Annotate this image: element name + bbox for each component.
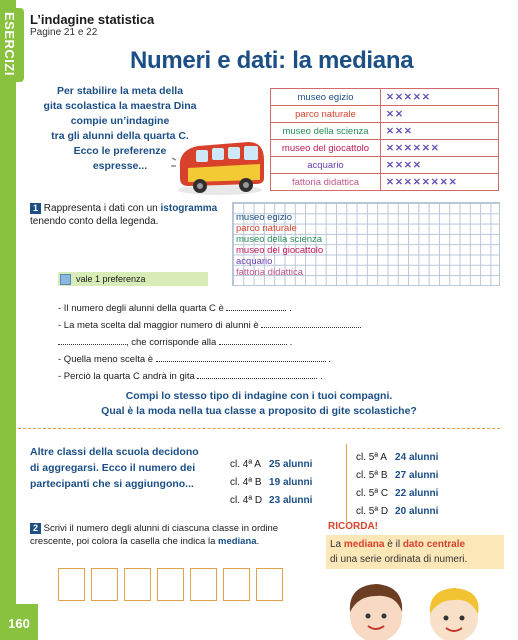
answer-box[interactable] (58, 568, 85, 601)
table-row: museo della scienza ✕✕✕ (271, 123, 499, 140)
classes-list-right (354, 448, 445, 522)
section-divider (18, 428, 500, 429)
answer-blank[interactable] (226, 302, 286, 311)
section-tab: ESERCIZI (0, 8, 24, 82)
question-5: - Perciò la quarta C andrà in gita . (58, 371, 323, 382)
list-item: cl. 4ª A 25 alunni (230, 459, 313, 470)
list-item: cl. 4ª B 19 alunni (230, 477, 313, 488)
table-row: fattoria didattica ✕✕✕✕✕✕✕✕ (271, 174, 499, 191)
bus-illustration-icon (170, 138, 270, 196)
preferences-table (270, 88, 499, 191)
table-row: museo egizio ✕✕✕✕✕ (271, 89, 499, 106)
page-number: 160 (0, 604, 38, 640)
list-item: cl. 4ª D 23 alunni (230, 495, 313, 506)
answer-box[interactable] (91, 568, 118, 601)
question-3: , che corrisponde alla . (58, 334, 361, 351)
chapter-title: L’indagine statistica (30, 12, 155, 27)
answer-blank[interactable] (197, 370, 317, 379)
answer-blank[interactable] (156, 353, 326, 362)
table-row: museo del giocattolo ✕✕✕✕✕✕ (271, 140, 499, 157)
answer-blank[interactable] (219, 336, 287, 345)
children-faces-illustration-icon (330, 568, 500, 640)
answer-blank[interactable] (261, 319, 361, 328)
chapter-pages: Pagine 21 e 22 (30, 27, 98, 38)
question-1: - Il numero degli alunni della quarta C è . (58, 303, 292, 314)
list-item: cl. 5ª D 20 alunni (356, 506, 439, 517)
questions-list (58, 300, 361, 385)
remember-label: RICORDA! (328, 521, 378, 532)
activity-prompt: Compi lo stesso tipo di indagine con i tuoi compagni. Qual è la moda nella tua classe a proposito di gite scolastiche? (101, 390, 417, 417)
page-title: Numeri e dati: la mediana (130, 47, 414, 74)
histogram-labels: museo egizio parco naturale museo della scienza museo del giocattolo acquario fattoria didattica (236, 212, 324, 278)
histogram-legend: vale 1 preferenza (58, 272, 208, 286)
list-item: cl. 5ª C 22 alunni (356, 488, 439, 499)
list-item: cl. 5ª A 24 alunni (356, 452, 439, 463)
exercise-2-instructions: 2 Scrivi il numero degli alunni di ciascuna classe in ordine crescente, poi colora la casella che indica la mediana. (30, 523, 279, 547)
classes-list-left (228, 455, 319, 511)
table-row: acquario ✕✕✕✕ (271, 157, 499, 174)
intro-text: Per stabilire la meta della gita scolastica la maestra Dina compie un’indagine tra gli alunni della quarta C. Ecco le preferenze espresse... (43, 85, 197, 172)
answer-blank[interactable] (58, 336, 126, 345)
answer-box[interactable] (190, 568, 217, 601)
answer-box[interactable] (124, 568, 151, 601)
other-classes-text: Altre classi della scuola decidono di aggregarsi. Ecco il numero dei partecipanti che si aggiungono... (30, 446, 199, 490)
answer-boxes (58, 568, 283, 601)
side-bar (0, 0, 16, 640)
exercise-1-instructions: 1 Rappresenta i dati con un istogramma tenendo conto della legenda. (30, 203, 218, 227)
table-row: parco naturale ✕✕ (271, 106, 499, 123)
remember-box: La mediana è il dato centrale di una serie ordinata di numeri. (326, 535, 504, 569)
column-divider (346, 444, 347, 522)
question-4: - Quella meno scelta è . (58, 354, 331, 365)
answer-box[interactable] (223, 568, 250, 601)
legend-square-icon (60, 274, 71, 285)
answer-box[interactable] (157, 568, 184, 601)
list-item: cl. 5ª B 27 alunni (356, 470, 439, 481)
answer-box[interactable] (256, 568, 283, 601)
exercise-number-badge: 1 (30, 203, 41, 214)
exercise-number-badge: 2 (30, 523, 41, 534)
question-2: - La meta scelta dal maggior numero di alunni è (58, 317, 361, 334)
